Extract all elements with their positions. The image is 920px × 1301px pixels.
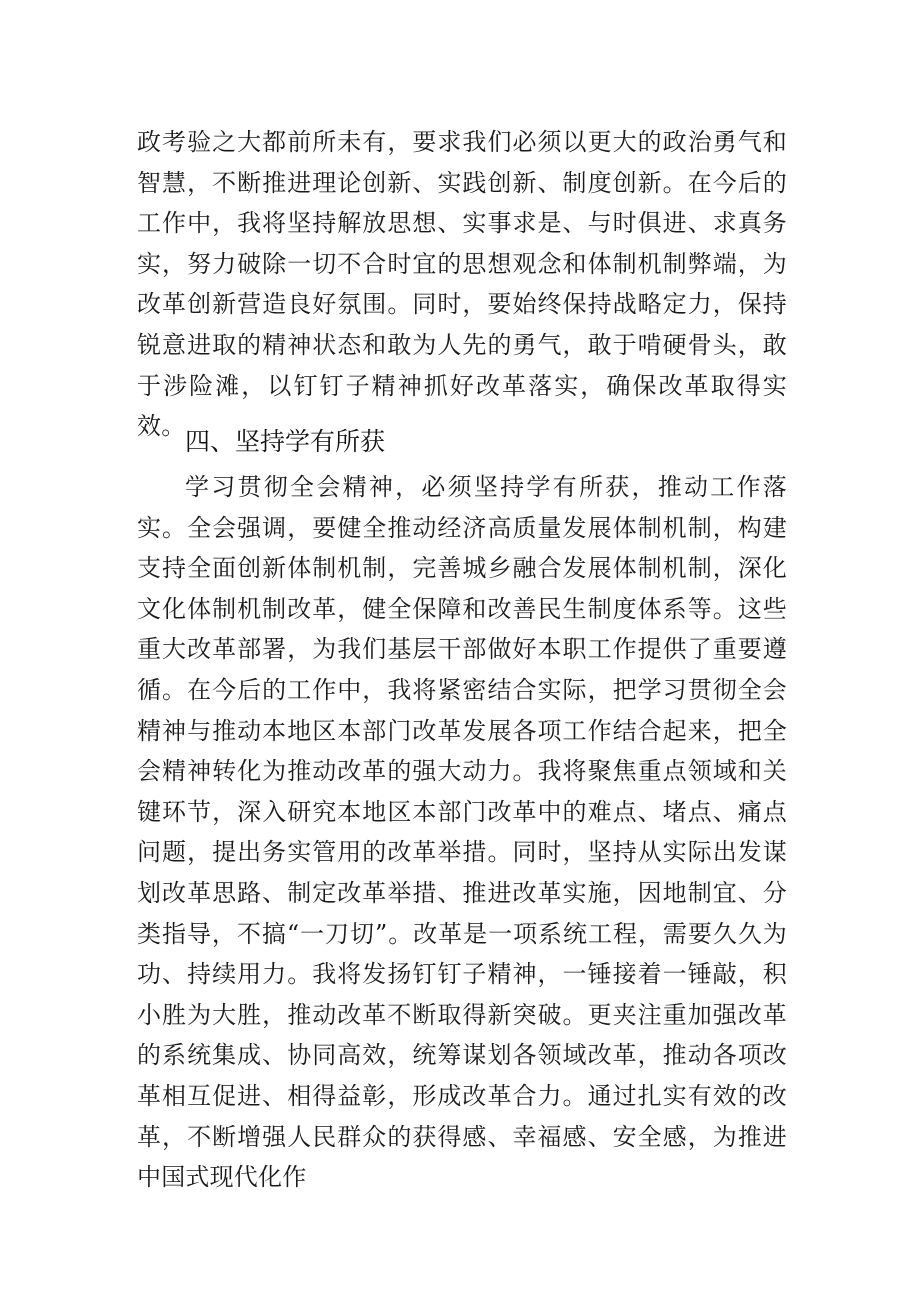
section-heading: 四、坚持学有所获 — [185, 427, 386, 456]
section-paragraph: 学习贯彻全会精神，必须坚持学有所获，推动工作落实。全会强调，要健全推动经济高质量发展体制机制，构建支持全面创新体制机制，完善城乡融合发展体制机制，深化文化体制机制改革，健全保障和改善民生制度体系等。这些重大改革部署，为我们基层干部做好本职工作提供了重要遵循。在今后的工作中，我将紧密结合实际，把学习贯彻全会精神与推动本地区本部门改革发展各项工作结合起来，把全会精神转化为推动改革的强大动力。我将聚焦重点领域和关键环节，深入研究本地区本部门改革中的难点、堵点、痛点问题，提出务实管用的改革举措。同时，坚持从实际出发谋划改革思路、制定改革举措、推进改革实施，因地制宜、分类指导，不搞“一刀切”。改革是一项系统工程，需要久久为功、持续用力。我将发扬钉钉子精神，一锤接着一锤敲，积小胜为大胜，推动改革不断取得新突破。更夹注重加强改革的系统集成、协同高效，统筹谋划各领域改革，推动各项改革相互促进、相得益彰，形成改革合力。通过扎实有效的改革，不断增强人民群众的获得感、幸福感、安全感，为推进中国式现代化作 — [137, 473, 787, 1192]
continued-paragraph: 政考验之大都前所未有，要求我们必须以更大的政治勇气和智慧，不断推进理论创新、实践创新、制度创新。在今后的工作中，我将坚持解放思想、实事求是、与时俱进、求真务实，努力破除一切不合时宜的思想观念和体制机制弊端，为改革创新营造良好氛围。同时，要始终保持战略定力，保持锐意进取的精神状态和敢为人先的勇气，敢于啃硬骨头，敢于涉险滩，以钉钉子精神抓好改革落实，确保改革取得实效。 — [137, 128, 787, 441]
